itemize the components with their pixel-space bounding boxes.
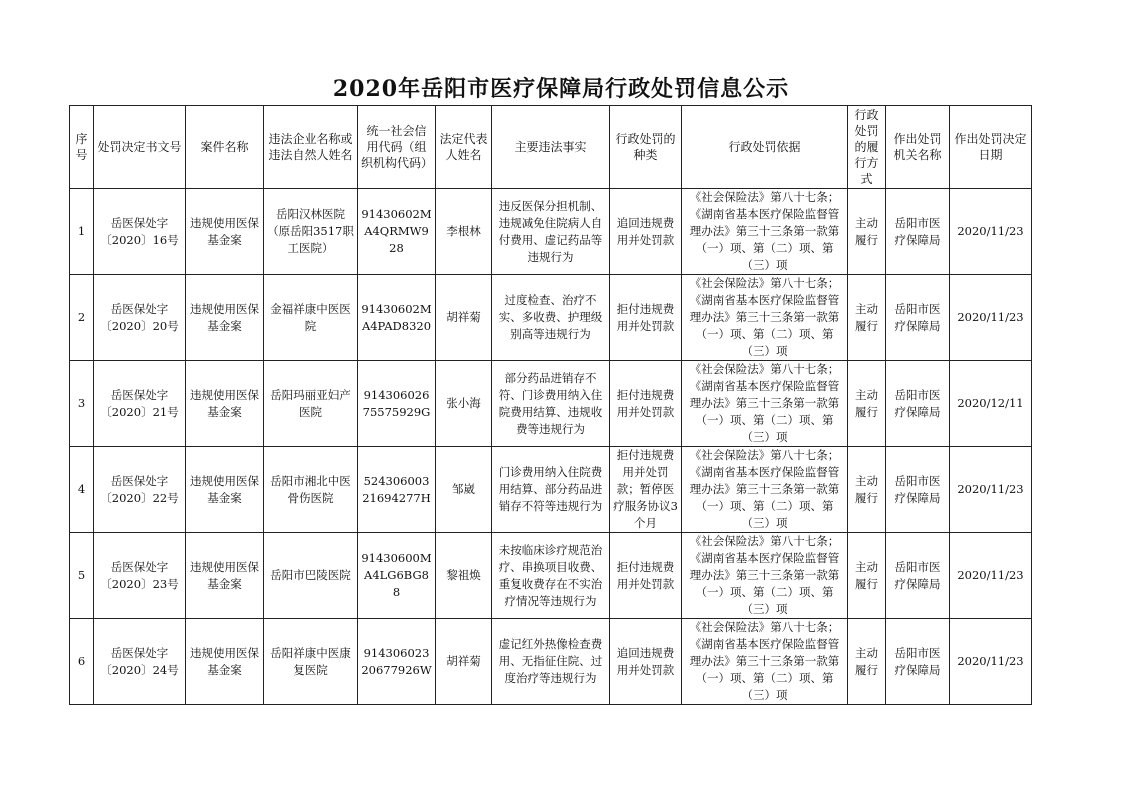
cell-basis: 《社会保险法》第八十七条；《湖南省基本医疗保险监督管理办法》第三十三条第一款第（一）项、第（二）项、第（三）项 [682,361,848,447]
cell-type: 追回违规费用并处罚款 [610,619,682,705]
cell-code: 91430602MA4QRMW928 [358,189,436,275]
cell-mode: 主动履行 [848,275,886,361]
cell-org: 岳阳市医疗保障局 [886,533,950,619]
header-entity: 违法企业名称或违法自然人姓名 [264,106,358,189]
cell-facts: 门诊费用纳入住院费用结算、部分药品进销存不符等违规行为 [492,447,610,533]
cell-no: 2 [70,275,94,361]
header-code: 统一社会信用代码（组织机构代码） [358,106,436,189]
cell-doc: 岳医保处字〔2020〕23号 [94,533,186,619]
cell-mode: 主动履行 [848,189,886,275]
cell-doc: 岳医保处字〔2020〕22号 [94,447,186,533]
cell-facts: 部分药品进销存不符、门诊费用纳入住院费用结算、违规收费等违规行为 [492,361,610,447]
cell-mode: 主动履行 [848,619,886,705]
cell-mode: 主动履行 [848,361,886,447]
cell-date: 2020/11/23 [950,189,1032,275]
table-row [70,275,1032,361]
header-type: 行政处罚的种类 [610,106,682,189]
cell-case: 违规使用医保基金案 [186,189,264,275]
cell-date: 2020/11/23 [950,275,1032,361]
cell-facts: 违反医保分担机制、违规减免住院病人自付费用、虚记药品等违规行为 [492,189,610,275]
cell-rep: 邹崴 [436,447,492,533]
cell-facts: 未按临床诊疗规范治疗、串换项目收费、重复收费存在不实治疗情况等违规行为 [492,533,610,619]
cell-entity: 岳阳市巴陵医院 [264,533,358,619]
cell-code: 91430602MA4PAD8320 [358,275,436,361]
cell-doc: 岳医保处字〔2020〕20号 [94,275,186,361]
cell-no: 3 [70,361,94,447]
table-row [70,189,1032,275]
header-facts: 主要违法事实 [492,106,610,189]
table-row [70,619,1032,705]
cell-doc: 岳医保处字〔2020〕21号 [94,361,186,447]
cell-rep: 张小海 [436,361,492,447]
cell-case: 违规使用医保基金案 [186,619,264,705]
cell-facts: 过度检查、治疗不实、多收费、护理级别高等违规行为 [492,275,610,361]
cell-basis: 《社会保险法》第八十七条；《湖南省基本医疗保险监督管理办法》第三十三条第一款第（一）项、第（二）项、第（三）项 [682,533,848,619]
cell-entity: 岳阳市湘北中医骨伤医院 [264,447,358,533]
cell-no: 5 [70,533,94,619]
cell-date: 2020/11/23 [950,447,1032,533]
cell-doc: 岳医保处字〔2020〕16号 [94,189,186,275]
cell-case: 违规使用医保基金案 [186,361,264,447]
table-row [70,533,1032,619]
cell-org: 岳阳市医疗保障局 [886,275,950,361]
cell-mode: 主动履行 [848,447,886,533]
cell-type: 拒付违规费用并处罚款 [610,533,682,619]
cell-org: 岳阳市医疗保障局 [886,619,950,705]
cell-org: 岳阳市医疗保障局 [886,447,950,533]
cell-case: 违规使用医保基金案 [186,275,264,361]
cell-no: 6 [70,619,94,705]
cell-basis: 《社会保险法》第八十七条；《湖南省基本医疗保险监督管理办法》第三十三条第一款第（一）项、第（二）项、第（三）项 [682,447,848,533]
cell-doc: 岳医保处字〔2020〕24号 [94,619,186,705]
cell-rep: 黎祖焕 [436,533,492,619]
cell-type: 拒付违规费用并处罚款；暂停医疗服务协议3个月 [610,447,682,533]
cell-rep: 胡祥菊 [436,619,492,705]
cell-org: 岳阳市医疗保障局 [886,189,950,275]
cell-date: 2020/11/23 [950,619,1032,705]
cell-case: 违规使用医保基金案 [186,447,264,533]
cell-no: 4 [70,447,94,533]
cell-date: 2020/12/11 [950,361,1032,447]
cell-org: 岳阳市医疗保障局 [886,361,950,447]
cell-type: 拒付违规费用并处罚款 [610,275,682,361]
cell-entity: 岳阳玛丽亚妇产医院 [264,361,358,447]
cell-entity: 岳阳汉林医院（原岳阳3517职工医院） [264,189,358,275]
header-doc: 处罚决定书文号 [94,106,186,189]
cell-mode: 主动履行 [848,533,886,619]
cell-type: 追回违规费用并处罚款 [610,189,682,275]
cell-rep: 李根林 [436,189,492,275]
table-header-row [70,106,1032,189]
cell-entity: 岳阳祥康中医康复医院 [264,619,358,705]
cell-code: 91430600MA4LG6BG88 [358,533,436,619]
header-case: 案件名称 [186,106,264,189]
table-row [70,447,1032,533]
table-row [70,361,1032,447]
cell-basis: 《社会保险法》第八十七条；《湖南省基本医疗保险监督管理办法》第三十三条第一款第（一）项、第（二）项、第（三）项 [682,275,848,361]
cell-type: 拒付违规费用并处罚款 [610,361,682,447]
cell-facts: 虚记红外热像检查费用、无指征住院、过度治疗等违规行为 [492,619,610,705]
header-mode: 行政处罚的履行方式 [848,106,886,189]
cell-code: 91430602675575929G [358,361,436,447]
cell-basis: 《社会保险法》第八十七条；《湖南省基本医疗保险监督管理办法》第三十三条第一款第（一）项、第（二）项、第（三）项 [682,189,848,275]
header-rep: 法定代表人姓名 [436,106,492,189]
cell-case: 违规使用医保基金案 [186,533,264,619]
cell-no: 1 [70,189,94,275]
cell-code: 91430602320677926W [358,619,436,705]
cell-date: 2020/11/23 [950,533,1032,619]
cell-basis: 《社会保险法》第八十七条；《湖南省基本医疗保险监督管理办法》第三十三条第一款第（一）项、第（二）项、第（三）项 [682,619,848,705]
cell-code: 52430600321694277H [358,447,436,533]
cell-rep: 胡祥菊 [436,275,492,361]
header-basis: 行政处罚依据 [682,106,848,189]
penalty-table [69,105,1032,705]
page-title: 2020年岳阳市医疗保障局行政处罚信息公示 [332,76,790,102]
cell-entity: 金福祥康中医医院 [264,275,358,361]
header-org: 作出处罚机关名称 [886,106,950,189]
header-no: 序号 [70,106,94,189]
header-date: 作出处罚决定日期 [950,106,1032,189]
